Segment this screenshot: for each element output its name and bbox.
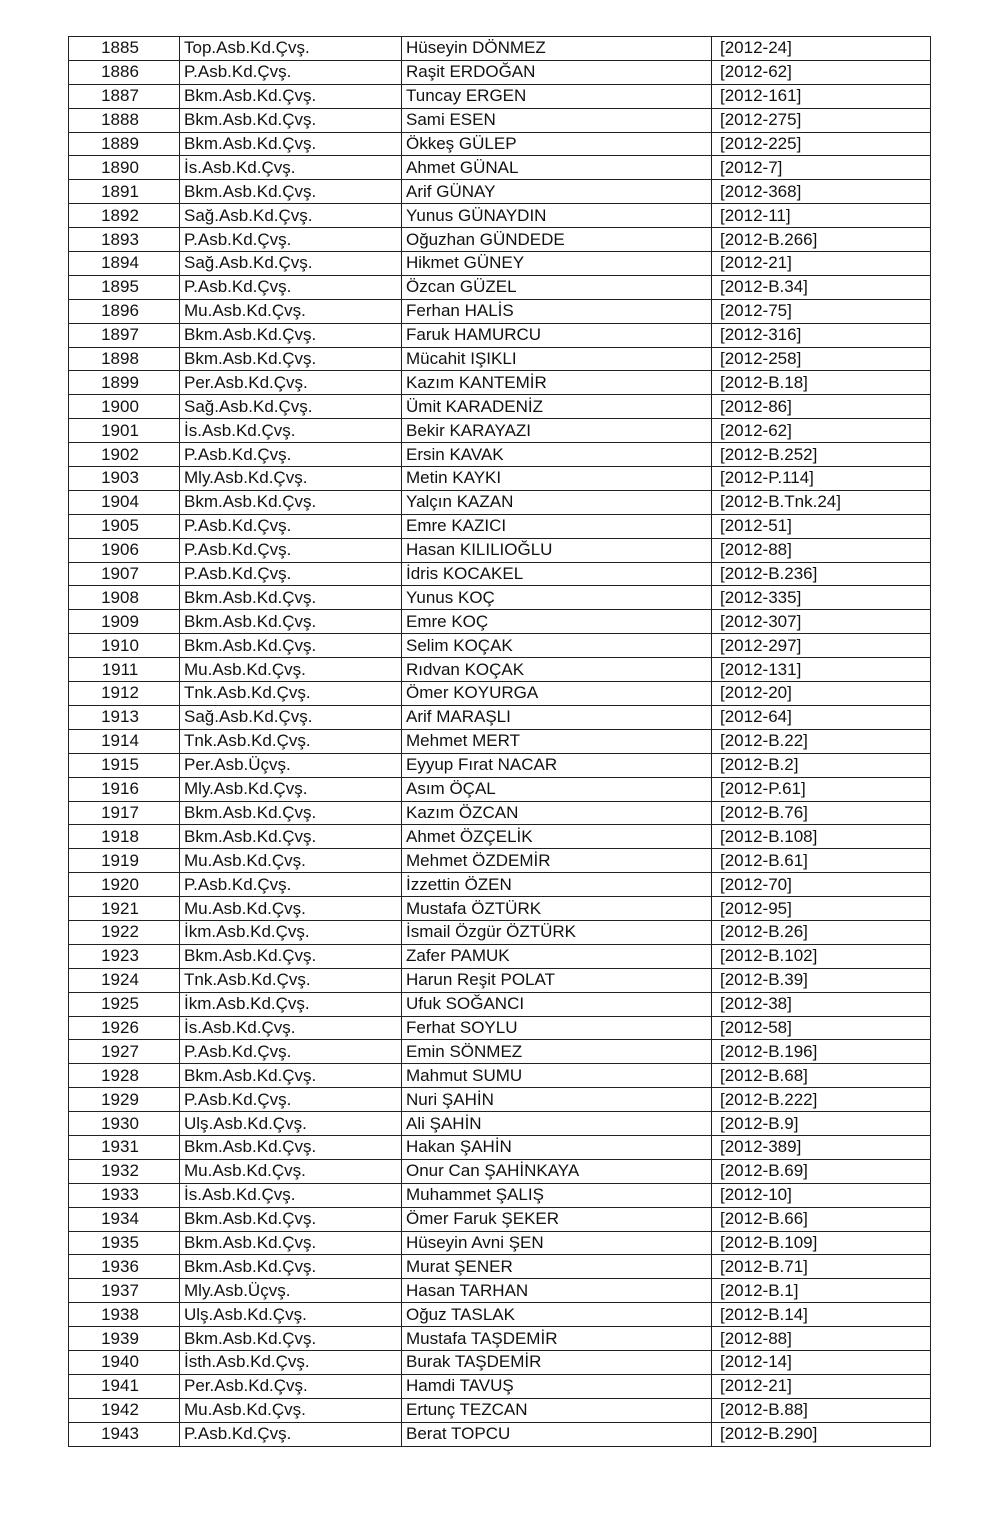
rank-cell: Mu.Asb.Kd.Çvş. xyxy=(180,299,402,323)
rank-cell: İkm.Asb.Kd.Çvş. xyxy=(180,920,402,944)
reference-cell: [2012-14] xyxy=(712,1350,931,1374)
row-number-cell: 1934 xyxy=(69,1207,180,1231)
row-number-cell: 1907 xyxy=(69,562,180,586)
table-row xyxy=(69,705,931,729)
reference-cell: [2012-B.14] xyxy=(712,1303,931,1327)
row-number-cell: 1940 xyxy=(69,1350,180,1374)
rank-cell: Bkm.Asb.Kd.Çvş. xyxy=(180,323,402,347)
full-name-cell: Yalçın KAZAN xyxy=(402,490,712,514)
row-number-cell: 1918 xyxy=(69,825,180,849)
full-name-cell: Hüseyin DÖNMEZ xyxy=(402,37,712,61)
row-number-cell: 1935 xyxy=(69,1231,180,1255)
rank-cell: Bkm.Asb.Kd.Çvş. xyxy=(180,801,402,825)
rank-cell: P.Asb.Kd.Çvş. xyxy=(180,1040,402,1064)
row-number-cell: 1886 xyxy=(69,60,180,84)
reference-cell: [2012-62] xyxy=(712,60,931,84)
rank-cell: P.Asb.Kd.Çvş. xyxy=(180,60,402,84)
row-number-cell: 1911 xyxy=(69,658,180,682)
full-name-cell: Hikmet GÜNEY xyxy=(402,252,712,276)
rank-cell: Mly.Asb.Kd.Çvş. xyxy=(180,777,402,801)
row-number-cell: 1896 xyxy=(69,299,180,323)
table-row xyxy=(69,801,931,825)
table-row xyxy=(69,1374,931,1398)
rank-cell: Bkm.Asb.Kd.Çvş. xyxy=(180,634,402,658)
table-row xyxy=(69,1303,931,1327)
table-row xyxy=(69,968,931,992)
table-row xyxy=(69,1112,931,1136)
row-number-cell: 1901 xyxy=(69,419,180,443)
reference-cell: [2012-B.66] xyxy=(712,1207,931,1231)
reference-cell: [2012-P.114] xyxy=(712,467,931,491)
rank-cell: P.Asb.Kd.Çvş. xyxy=(180,275,402,299)
rank-cell: Bkm.Asb.Kd.Çvş. xyxy=(180,1327,402,1351)
row-number-cell: 1899 xyxy=(69,371,180,395)
table-row xyxy=(69,299,931,323)
rank-cell: Bkm.Asb.Kd.Çvş. xyxy=(180,84,402,108)
reference-cell: [2012-24] xyxy=(712,37,931,61)
reference-cell: [2012-307] xyxy=(712,610,931,634)
rank-cell: Bkm.Asb.Kd.Çvş. xyxy=(180,1255,402,1279)
rank-cell: Tnk.Asb.Kd.Çvş. xyxy=(180,729,402,753)
rank-cell: Bkm.Asb.Kd.Çvş. xyxy=(180,180,402,204)
full-name-cell: Ferhan HALİS xyxy=(402,299,712,323)
row-number-cell: 1916 xyxy=(69,777,180,801)
table-row xyxy=(69,156,931,180)
full-name-cell: Arif GÜNAY xyxy=(402,180,712,204)
reference-cell: [2012-131] xyxy=(712,658,931,682)
rank-cell: Mly.Asb.Üçvş. xyxy=(180,1279,402,1303)
rank-cell: İkm.Asb.Kd.Çvş. xyxy=(180,992,402,1016)
reference-cell: [2012-B.108] xyxy=(712,825,931,849)
reference-cell: [2012-86] xyxy=(712,395,931,419)
table-row xyxy=(69,395,931,419)
full-name-cell: Ahmet GÜNAL xyxy=(402,156,712,180)
reference-cell: [2012-B.22] xyxy=(712,729,931,753)
row-number-cell: 1926 xyxy=(69,1016,180,1040)
reference-cell: [2012-335] xyxy=(712,586,931,610)
table-row xyxy=(69,467,931,491)
rank-cell: Per.Asb.Kd.Çvş. xyxy=(180,371,402,395)
row-number-cell: 1895 xyxy=(69,275,180,299)
row-number-cell: 1888 xyxy=(69,108,180,132)
rank-cell: Tnk.Asb.Kd.Çvş. xyxy=(180,968,402,992)
row-number-cell: 1903 xyxy=(69,467,180,491)
full-name-cell: Selim KOÇAK xyxy=(402,634,712,658)
full-name-cell: Ufuk SOĞANCI xyxy=(402,992,712,1016)
reference-cell: [2012-21] xyxy=(712,252,931,276)
full-name-cell: Burak TAŞDEMİR xyxy=(402,1350,712,1374)
row-number-cell: 1936 xyxy=(69,1255,180,1279)
reference-cell: [2012-B.18] xyxy=(712,371,931,395)
rank-cell: Bkm.Asb.Kd.Çvş. xyxy=(180,944,402,968)
table-row xyxy=(69,753,931,777)
rank-cell: P.Asb.Kd.Çvş. xyxy=(180,514,402,538)
row-number-cell: 1932 xyxy=(69,1159,180,1183)
row-number-cell: 1891 xyxy=(69,180,180,204)
rank-cell: Bkm.Asb.Kd.Çvş. xyxy=(180,1231,402,1255)
rank-cell: Bkm.Asb.Kd.Çvş. xyxy=(180,108,402,132)
row-number-cell: 1887 xyxy=(69,84,180,108)
row-number-cell: 1906 xyxy=(69,538,180,562)
full-name-cell: Ömer Faruk ŞEKER xyxy=(402,1207,712,1231)
table-row xyxy=(69,228,931,252)
rank-cell: Bkm.Asb.Kd.Çvş. xyxy=(180,825,402,849)
table-row xyxy=(69,419,931,443)
full-name-cell: Bekir KARAYAZI xyxy=(402,419,712,443)
row-number-cell: 1921 xyxy=(69,897,180,921)
rank-cell: İs.Asb.Kd.Çvş. xyxy=(180,156,402,180)
table-row xyxy=(69,323,931,347)
table-row xyxy=(69,37,931,61)
reference-cell: [2012-75] xyxy=(712,299,931,323)
row-number-cell: 1897 xyxy=(69,323,180,347)
row-number-cell: 1920 xyxy=(69,873,180,897)
full-name-cell: Ersin KAVAK xyxy=(402,443,712,467)
full-name-cell: Sami ESEN xyxy=(402,108,712,132)
rank-cell: Sağ.Asb.Kd.Çvş. xyxy=(180,395,402,419)
reference-cell: [2012-B.71] xyxy=(712,1255,931,1279)
rank-cell: Per.Asb.Üçvş. xyxy=(180,753,402,777)
table-row xyxy=(69,944,931,968)
full-name-cell: Ömer KOYURGA xyxy=(402,682,712,706)
table-row xyxy=(69,1088,931,1112)
row-number-cell: 1905 xyxy=(69,514,180,538)
table-row xyxy=(69,777,931,801)
table-row xyxy=(69,204,931,228)
table-row xyxy=(69,275,931,299)
rank-cell: Ulş.Asb.Kd.Çvş. xyxy=(180,1112,402,1136)
reference-cell: [2012-368] xyxy=(712,180,931,204)
full-name-cell: Nuri ŞAHİN xyxy=(402,1088,712,1112)
row-number-cell: 1928 xyxy=(69,1064,180,1088)
reference-cell: [2012-297] xyxy=(712,634,931,658)
reference-cell: [2012-B.69] xyxy=(712,1159,931,1183)
reference-cell: [2012-64] xyxy=(712,705,931,729)
rank-cell: Sağ.Asb.Kd.Çvş. xyxy=(180,705,402,729)
table-row xyxy=(69,1064,931,1088)
row-number-cell: 1889 xyxy=(69,132,180,156)
table-row xyxy=(69,729,931,753)
table-row xyxy=(69,84,931,108)
rank-cell: Tnk.Asb.Kd.Çvş. xyxy=(180,682,402,706)
rank-cell: Bkm.Asb.Kd.Çvş. xyxy=(180,1064,402,1088)
reference-cell: [2012-70] xyxy=(712,873,931,897)
document-page xyxy=(68,36,930,1447)
full-name-cell: Ertunç TEZCAN xyxy=(402,1398,712,1422)
full-name-cell: Ali ŞAHİN xyxy=(402,1112,712,1136)
rank-cell: Bkm.Asb.Kd.Çvş. xyxy=(180,610,402,634)
rank-cell: Top.Asb.Kd.Çvş. xyxy=(180,37,402,61)
row-number-cell: 1933 xyxy=(69,1183,180,1207)
table-row xyxy=(69,490,931,514)
full-name-cell: Kazım KANTEMİR xyxy=(402,371,712,395)
reference-cell: [2012-B.290] xyxy=(712,1422,931,1446)
table-row xyxy=(69,1279,931,1303)
rank-cell: Mu.Asb.Kd.Çvş. xyxy=(180,1159,402,1183)
full-name-cell: Hakan ŞAHİN xyxy=(402,1135,712,1159)
rank-cell: Sağ.Asb.Kd.Çvş. xyxy=(180,252,402,276)
full-name-cell: Ümit KARADENİZ xyxy=(402,395,712,419)
full-name-cell: Oğuzhan GÜNDEDE xyxy=(402,228,712,252)
full-name-cell: Ferhat SOYLU xyxy=(402,1016,712,1040)
row-number-cell: 1924 xyxy=(69,968,180,992)
table-row xyxy=(69,180,931,204)
row-number-cell: 1900 xyxy=(69,395,180,419)
reference-cell: [2012-P.61] xyxy=(712,777,931,801)
rank-cell: Mu.Asb.Kd.Çvş. xyxy=(180,1398,402,1422)
reference-cell: [2012-20] xyxy=(712,682,931,706)
table-row xyxy=(69,562,931,586)
table-row xyxy=(69,873,931,897)
row-number-cell: 1912 xyxy=(69,682,180,706)
full-name-cell: Asım ÖÇAL xyxy=(402,777,712,801)
table-row xyxy=(69,849,931,873)
reference-cell: [2012-161] xyxy=(712,84,931,108)
full-name-cell: İdris KOCAKEL xyxy=(402,562,712,586)
reference-cell: [2012-225] xyxy=(712,132,931,156)
table-row xyxy=(69,514,931,538)
rank-cell: P.Asb.Kd.Çvş. xyxy=(180,538,402,562)
table-row xyxy=(69,1398,931,1422)
row-number-cell: 1941 xyxy=(69,1374,180,1398)
row-number-cell: 1939 xyxy=(69,1327,180,1351)
row-number-cell: 1908 xyxy=(69,586,180,610)
reference-cell: [2012-258] xyxy=(712,347,931,371)
table-row xyxy=(69,1327,931,1351)
full-name-cell: Emre KAZICI xyxy=(402,514,712,538)
row-number-cell: 1914 xyxy=(69,729,180,753)
full-name-cell: Raşit ERDOĞAN xyxy=(402,60,712,84)
table-row xyxy=(69,992,931,1016)
full-name-cell: Yunus KOÇ xyxy=(402,586,712,610)
row-number-cell: 1910 xyxy=(69,634,180,658)
row-number-cell: 1902 xyxy=(69,443,180,467)
row-number-cell: 1919 xyxy=(69,849,180,873)
table-row xyxy=(69,132,931,156)
full-name-cell: Mücahit IŞIKLI xyxy=(402,347,712,371)
rank-cell: İs.Asb.Kd.Çvş. xyxy=(180,419,402,443)
table-row xyxy=(69,60,931,84)
reference-cell: [2012-10] xyxy=(712,1183,931,1207)
rank-cell: Bkm.Asb.Kd.Çvş. xyxy=(180,132,402,156)
rank-cell: Mu.Asb.Kd.Çvş. xyxy=(180,897,402,921)
row-number-cell: 1927 xyxy=(69,1040,180,1064)
table-row xyxy=(69,538,931,562)
table-row xyxy=(69,347,931,371)
table-row xyxy=(69,610,931,634)
table-row xyxy=(69,1350,931,1374)
row-number-cell: 1885 xyxy=(69,37,180,61)
reference-cell: [2012-B.39] xyxy=(712,968,931,992)
full-name-cell: Zafer PAMUK xyxy=(402,944,712,968)
row-number-cell: 1909 xyxy=(69,610,180,634)
reference-cell: [2012-B.34] xyxy=(712,275,931,299)
rank-cell: Mly.Asb.Kd.Çvş. xyxy=(180,467,402,491)
table-row xyxy=(69,920,931,944)
row-number-cell: 1893 xyxy=(69,228,180,252)
full-name-cell: Hasan KILILIOĞLU xyxy=(402,538,712,562)
full-name-cell: Ökkeş GÜLEP xyxy=(402,132,712,156)
table-row xyxy=(69,252,931,276)
table-row xyxy=(69,1135,931,1159)
table-row xyxy=(69,1040,931,1064)
full-name-cell: Emin SÖNMEZ xyxy=(402,1040,712,1064)
full-name-cell: Mustafa TAŞDEMİR xyxy=(402,1327,712,1351)
rank-cell: Per.Asb.Kd.Çvş. xyxy=(180,1374,402,1398)
rank-cell: P.Asb.Kd.Çvş. xyxy=(180,1422,402,1446)
full-name-cell: Muhammet ŞALIŞ xyxy=(402,1183,712,1207)
row-number-cell: 1922 xyxy=(69,920,180,944)
reference-cell: [2012-B.2] xyxy=(712,753,931,777)
reference-cell: [2012-21] xyxy=(712,1374,931,1398)
rank-cell: P.Asb.Kd.Çvş. xyxy=(180,1088,402,1112)
table-row xyxy=(69,1207,931,1231)
reference-cell: [2012-316] xyxy=(712,323,931,347)
reference-cell: [2012-B.68] xyxy=(712,1064,931,1088)
full-name-cell: Arif MARAŞLI xyxy=(402,705,712,729)
rank-cell: Bkm.Asb.Kd.Çvş. xyxy=(180,1207,402,1231)
rank-cell: P.Asb.Kd.Çvş. xyxy=(180,873,402,897)
rank-cell: P.Asb.Kd.Çvş. xyxy=(180,443,402,467)
table-row xyxy=(69,1159,931,1183)
table-row xyxy=(69,1183,931,1207)
table-row xyxy=(69,1422,931,1446)
reference-cell: [2012-58] xyxy=(712,1016,931,1040)
row-number-cell: 1925 xyxy=(69,992,180,1016)
row-number-cell: 1943 xyxy=(69,1422,180,1446)
row-number-cell: 1890 xyxy=(69,156,180,180)
reference-cell: [2012-B.222] xyxy=(712,1088,931,1112)
row-number-cell: 1892 xyxy=(69,204,180,228)
reference-cell: [2012-B.109] xyxy=(712,1231,931,1255)
row-number-cell: 1904 xyxy=(69,490,180,514)
reference-cell: [2012-B.Tnk.24] xyxy=(712,490,931,514)
full-name-cell: Özcan GÜZEL xyxy=(402,275,712,299)
full-name-cell: Mahmut SUMU xyxy=(402,1064,712,1088)
row-number-cell: 1931 xyxy=(69,1135,180,1159)
full-name-cell: Hamdi TAVUŞ xyxy=(402,1374,712,1398)
rank-cell: Ulş.Asb.Kd.Çvş. xyxy=(180,1303,402,1327)
reference-cell: [2012-389] xyxy=(712,1135,931,1159)
table-row xyxy=(69,371,931,395)
rank-cell: Bkm.Asb.Kd.Çvş. xyxy=(180,347,402,371)
full-name-cell: Metin KAYKI xyxy=(402,467,712,491)
rank-cell: Bkm.Asb.Kd.Çvş. xyxy=(180,490,402,514)
reference-cell: [2012-38] xyxy=(712,992,931,1016)
reference-cell: [2012-B.76] xyxy=(712,801,931,825)
table-row xyxy=(69,443,931,467)
rank-cell: İsth.Asb.Kd.Çvş. xyxy=(180,1350,402,1374)
row-number-cell: 1930 xyxy=(69,1112,180,1136)
full-name-cell: Oğuz TASLAK xyxy=(402,1303,712,1327)
full-name-cell: Onur Can ŞAHİNKAYA xyxy=(402,1159,712,1183)
full-name-cell: Tuncay ERGEN xyxy=(402,84,712,108)
table-row xyxy=(69,1016,931,1040)
full-name-cell: Yunus GÜNAYDIN xyxy=(402,204,712,228)
full-name-cell: Mehmet ÖZDEMİR xyxy=(402,849,712,873)
row-number-cell: 1917 xyxy=(69,801,180,825)
row-number-cell: 1942 xyxy=(69,1398,180,1422)
table-row xyxy=(69,825,931,849)
full-name-cell: Faruk HAMURCU xyxy=(402,323,712,347)
table-row xyxy=(69,1255,931,1279)
row-number-cell: 1913 xyxy=(69,705,180,729)
row-number-cell: 1937 xyxy=(69,1279,180,1303)
rank-cell: P.Asb.Kd.Çvş. xyxy=(180,562,402,586)
reference-cell: [2012-95] xyxy=(712,897,931,921)
reference-cell: [2012-B.1] xyxy=(712,1279,931,1303)
table-row xyxy=(69,586,931,610)
rank-cell: Bkm.Asb.Kd.Çvş. xyxy=(180,1135,402,1159)
personnel-table-body xyxy=(69,37,931,1447)
rank-cell: Mu.Asb.Kd.Çvş. xyxy=(180,658,402,682)
row-number-cell: 1923 xyxy=(69,944,180,968)
table-row xyxy=(69,108,931,132)
row-number-cell: 1915 xyxy=(69,753,180,777)
full-name-cell: Emre KOÇ xyxy=(402,610,712,634)
reference-cell: [2012-B.26] xyxy=(712,920,931,944)
full-name-cell: Hüseyin Avni ŞEN xyxy=(402,1231,712,1255)
table-row xyxy=(69,634,931,658)
rank-cell: Sağ.Asb.Kd.Çvş. xyxy=(180,204,402,228)
reference-cell: [2012-B.236] xyxy=(712,562,931,586)
reference-cell: [2012-B.252] xyxy=(712,443,931,467)
rank-cell: İs.Asb.Kd.Çvş. xyxy=(180,1183,402,1207)
reference-cell: [2012-B.9] xyxy=(712,1112,931,1136)
row-number-cell: 1894 xyxy=(69,252,180,276)
reference-cell: [2012-7] xyxy=(712,156,931,180)
table-row xyxy=(69,658,931,682)
reference-cell: [2012-11] xyxy=(712,204,931,228)
full-name-cell: Ahmet ÖZÇELİK xyxy=(402,825,712,849)
full-name-cell: Kazım ÖZCAN xyxy=(402,801,712,825)
full-name-cell: Mustafa ÖZTÜRK xyxy=(402,897,712,921)
full-name-cell: Harun Reşit POLAT xyxy=(402,968,712,992)
rank-cell: P.Asb.Kd.Çvş. xyxy=(180,228,402,252)
reference-cell: [2012-B.266] xyxy=(712,228,931,252)
reference-cell: [2012-275] xyxy=(712,108,931,132)
full-name-cell: Eyyup Fırat NACAR xyxy=(402,753,712,777)
table-row xyxy=(69,1231,931,1255)
row-number-cell: 1929 xyxy=(69,1088,180,1112)
reference-cell: [2012-88] xyxy=(712,538,931,562)
reference-cell: [2012-B.88] xyxy=(712,1398,931,1422)
full-name-cell: Berat TOPCU xyxy=(402,1422,712,1446)
reference-cell: [2012-B.61] xyxy=(712,849,931,873)
rank-cell: Bkm.Asb.Kd.Çvş. xyxy=(180,586,402,610)
rank-cell: Mu.Asb.Kd.Çvş. xyxy=(180,849,402,873)
row-number-cell: 1898 xyxy=(69,347,180,371)
reference-cell: [2012-88] xyxy=(712,1327,931,1351)
row-number-cell: 1938 xyxy=(69,1303,180,1327)
reference-cell: [2012-B.196] xyxy=(712,1040,931,1064)
reference-cell: [2012-62] xyxy=(712,419,931,443)
full-name-cell: Rıdvan KOÇAK xyxy=(402,658,712,682)
table-row xyxy=(69,682,931,706)
reference-cell: [2012-B.102] xyxy=(712,944,931,968)
reference-cell: [2012-51] xyxy=(712,514,931,538)
full-name-cell: Murat ŞENER xyxy=(402,1255,712,1279)
personnel-table xyxy=(68,36,931,1447)
full-name-cell: Mehmet MERT xyxy=(402,729,712,753)
full-name-cell: İsmail Özgür ÖZTÜRK xyxy=(402,920,712,944)
table-row xyxy=(69,897,931,921)
full-name-cell: Hasan TARHAN xyxy=(402,1279,712,1303)
full-name-cell: İzzettin ÖZEN xyxy=(402,873,712,897)
rank-cell: İs.Asb.Kd.Çvş. xyxy=(180,1016,402,1040)
